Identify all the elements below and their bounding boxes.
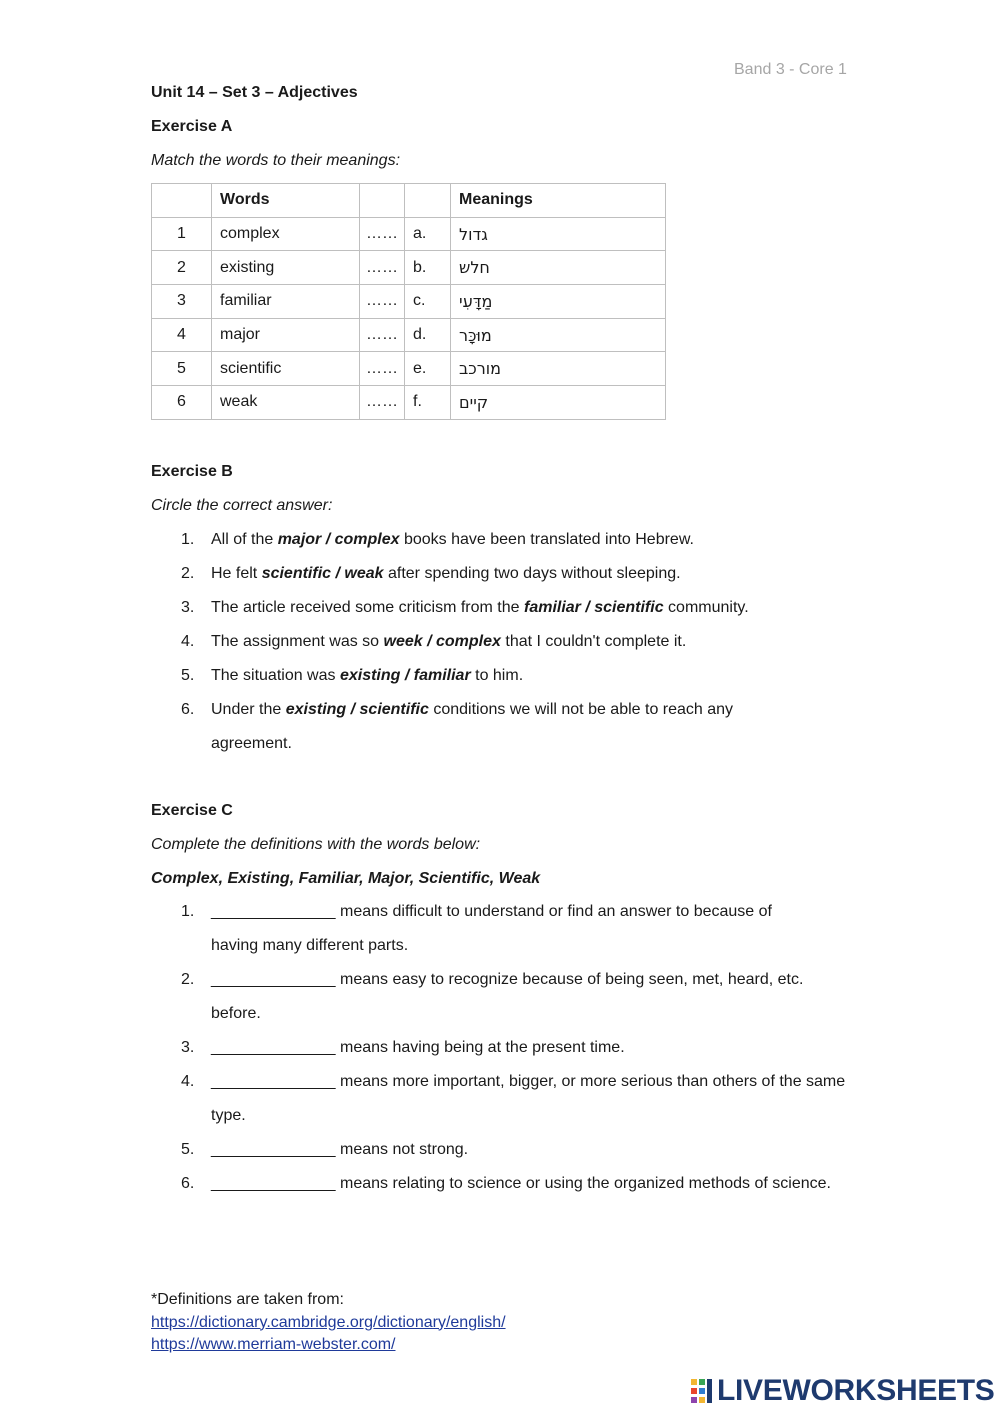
row-meaning: מוּכָּר [451, 318, 666, 352]
row-word: complex [212, 217, 360, 251]
item-text-pre: The situation was [211, 667, 340, 684]
item-text-pre: All of the [211, 531, 278, 548]
item-text-pre: Under the [211, 701, 286, 718]
table-row [152, 318, 666, 352]
item-text-pre: He felt [211, 565, 262, 582]
word-bank: Complex, Existing, Familiar, Major, Scientific, Weak [151, 870, 541, 887]
item-text-post: to him. [470, 667, 524, 684]
answer-blank[interactable]: …… [360, 352, 405, 386]
row-number: 1 [152, 217, 212, 251]
answer-blank[interactable]: …… [360, 217, 405, 251]
row-word: weak [212, 386, 360, 420]
item-text-pre: The article received some criticism from the [211, 599, 524, 616]
table-row [152, 386, 666, 420]
item-number: 2. [181, 565, 195, 582]
row-word: familiar [212, 285, 360, 319]
item-number: 5. [181, 667, 195, 684]
row-letter: a. [405, 217, 451, 251]
header-cell-answer [360, 184, 405, 218]
list-item [151, 625, 851, 659]
list-item [151, 895, 811, 963]
row-letter: c. [405, 285, 451, 319]
item-number: 6. [181, 1175, 195, 1192]
item-text-post: community. [663, 599, 749, 616]
definition-text: means not strong. [335, 1141, 469, 1158]
table-header-row [152, 184, 666, 218]
exercise-b-heading: Exercise B [151, 463, 233, 480]
answer-choice[interactable]: scientific / weak [261, 565, 384, 582]
list-item [151, 1065, 861, 1133]
page-title: Unit 14 – Set 3 – Adjectives [151, 84, 358, 101]
exercise-c-heading: Exercise C [151, 802, 233, 819]
definition-text: means difficult to understand or find an answer to because of having many different parts. [211, 903, 772, 954]
row-meaning: חלש [451, 251, 666, 285]
row-letter: e. [405, 352, 451, 386]
row-number: 3 [152, 285, 212, 319]
answer-blank[interactable]: ______________ [211, 1175, 336, 1192]
item-number: 1. [181, 903, 195, 920]
definition-text: means more important, bigger, or more serious than others of the same type. [211, 1073, 846, 1124]
row-meaning: קיים [451, 386, 666, 420]
merriam-webster-link[interactable]: https://www.merriam-webster.com/ [151, 1336, 396, 1353]
list-item [151, 963, 851, 1031]
liveworksheets-logo-text: LIVEWORKSHEETS [717, 1374, 995, 1407]
item-number: 4. [181, 633, 195, 650]
header-cell-number [152, 184, 212, 218]
item-text-post: books have been translated into Hebrew. [399, 531, 694, 548]
table-row [152, 352, 666, 386]
row-number: 2 [152, 251, 212, 285]
header-cell-meanings: Meanings [451, 184, 666, 218]
row-word: major [212, 318, 360, 352]
row-number: 4 [152, 318, 212, 352]
definition-text: means easy to recognize because of being seen, met, heard, etc. before. [211, 971, 804, 1022]
item-number: 3. [181, 599, 195, 616]
item-number: 1. [181, 531, 195, 548]
exercise-b-list [151, 523, 851, 761]
cambridge-link[interactable]: https://dictionary.cambridge.org/dictionary/english/ [151, 1313, 506, 1331]
row-meaning: גדול [451, 217, 666, 251]
item-number: 5. [181, 1141, 195, 1158]
answer-blank[interactable]: ______________ [211, 971, 336, 988]
exercise-c-list [151, 895, 851, 1201]
answer-choice[interactable]: week / complex [383, 633, 501, 650]
answer-blank[interactable]: ______________ [211, 1073, 336, 1090]
header-cell-words: Words [212, 184, 360, 218]
list-item [151, 1031, 851, 1065]
table-row [152, 217, 666, 251]
list-item [151, 523, 851, 557]
row-letter: d. [405, 318, 451, 352]
list-item [151, 693, 771, 761]
references-note: *Definitions are taken from: [151, 1291, 344, 1308]
liveworksheets-logo-icon [691, 1379, 713, 1403]
header-band-note: Band 3 - Core 1 [734, 61, 847, 78]
exercise-a-instruction: Match the words to their meanings: [151, 152, 401, 169]
row-word: scientific [212, 352, 360, 386]
list-item [151, 591, 851, 625]
list-item [151, 1167, 861, 1201]
header-cell-letter [405, 184, 451, 218]
matching-table [151, 183, 666, 420]
row-meaning: מַדָּעִי [451, 285, 666, 319]
answer-blank[interactable]: …… [360, 251, 405, 285]
answer-choice[interactable]: existing / scientific [285, 701, 429, 718]
answer-blank[interactable]: …… [360, 318, 405, 352]
answer-blank[interactable]: ______________ [211, 1141, 336, 1158]
answer-blank[interactable]: …… [360, 285, 405, 319]
references [151, 1289, 506, 1357]
item-number: 3. [181, 1039, 195, 1056]
liveworksheets-logo [691, 1374, 995, 1408]
item-number: 2. [181, 971, 195, 988]
answer-choice[interactable]: major / complex [277, 531, 400, 548]
list-item [151, 1133, 851, 1167]
definition-text: means relating to science or using the organized methods of science. [335, 1175, 831, 1192]
definition-text: means having being at the present time. [335, 1039, 625, 1056]
row-number: 5 [152, 352, 212, 386]
list-item [151, 557, 851, 591]
item-number: 4. [181, 1073, 195, 1090]
list-item [151, 659, 851, 693]
row-letter: f. [405, 386, 451, 420]
answer-blank[interactable]: …… [360, 386, 405, 420]
answer-blank[interactable]: ______________ [211, 1039, 336, 1056]
exercise-a-heading: Exercise A [151, 118, 233, 135]
item-text-post: conditions we will not be able to reach any agreement. [211, 701, 734, 752]
row-letter: b. [405, 251, 451, 285]
item-text-post: that I couldn't complete it. [500, 633, 687, 650]
row-number: 6 [152, 386, 212, 420]
table-row [152, 285, 666, 319]
row-word: existing [212, 251, 360, 285]
exercise-c-instruction: Complete the definitions with the words below: [151, 836, 481, 853]
exercise-b-instruction: Circle the correct answer: [151, 497, 333, 514]
answer-blank[interactable]: ______________ [211, 903, 336, 920]
item-number: 6. [181, 701, 195, 718]
item-text-pre: The assignment was so [211, 633, 384, 650]
answer-choice[interactable]: familiar / scientific [523, 599, 664, 616]
table-row [152, 251, 666, 285]
item-text-post: after spending two days without sleeping. [383, 565, 681, 582]
answer-choice[interactable]: existing / familiar [339, 667, 471, 684]
row-meaning: מורכב [451, 352, 666, 386]
